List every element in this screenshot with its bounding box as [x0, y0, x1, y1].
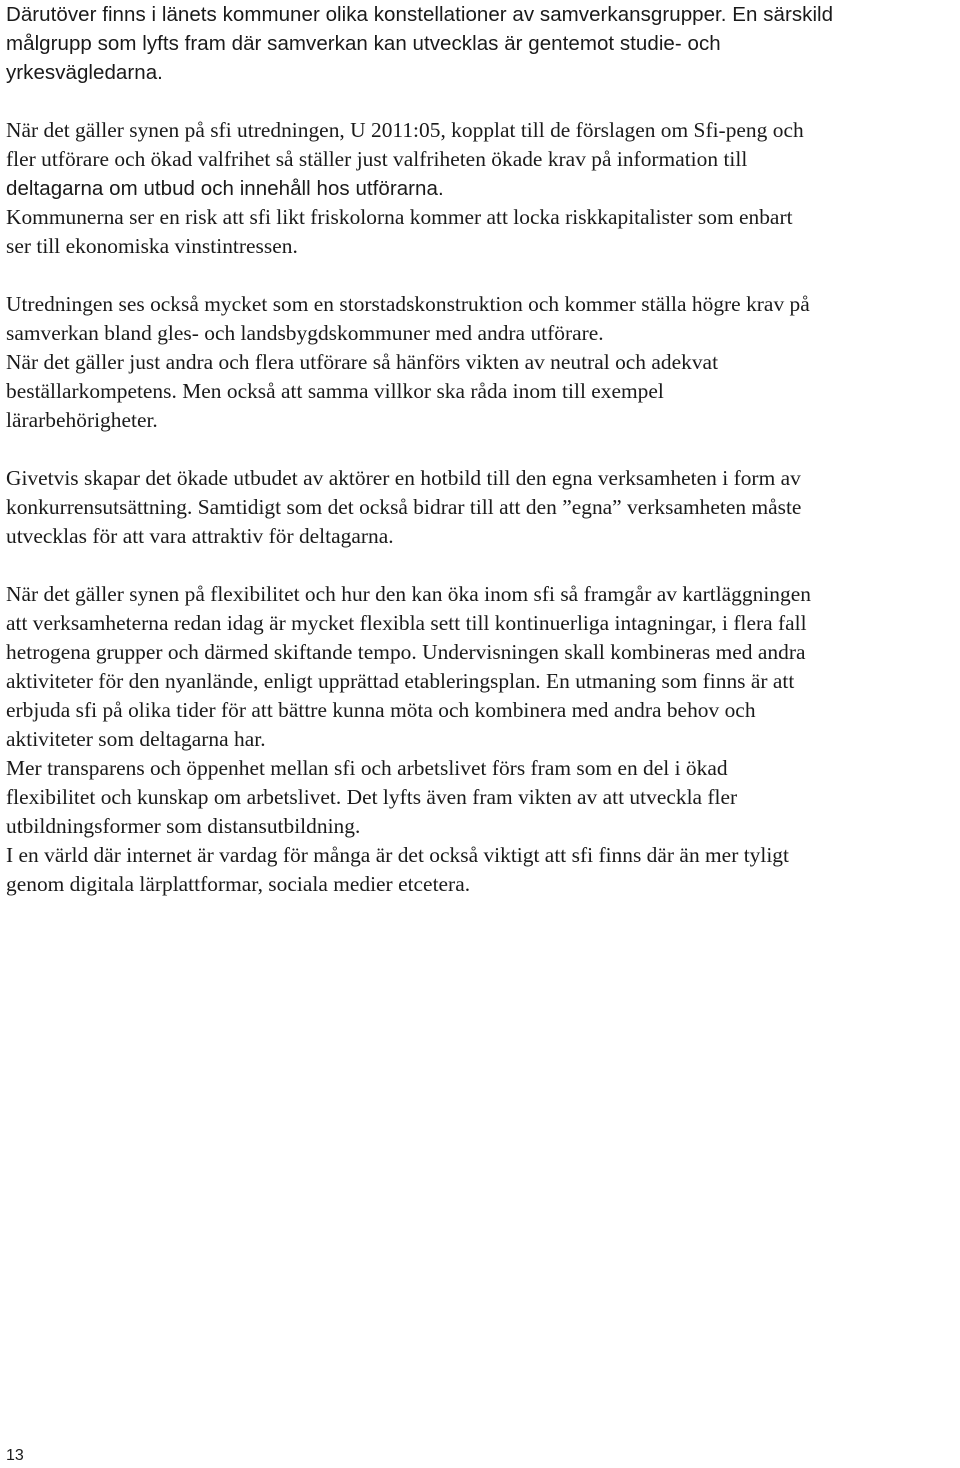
paragraph-samverkan [6, 0, 958, 87]
text-line: målgrupp som lyfts fram där samverkan kan utvecklas är gentemot studie- och [6, 32, 721, 55]
text-line: fler utförare och ökad valfrihet så ställer just valfriheten ökade krav på information till [6, 147, 748, 171]
text-line: Därutöver finns i länets kommuner olika konstellationer av samverkansgrupper. En särskild [6, 3, 834, 26]
paragraph-konkurrens [6, 464, 958, 551]
text-line: När det gäller just andra och flera utförare så hänförs vikten av neutral och adekvat [6, 350, 719, 374]
text-line: Mer transparens och öppenhet mellan sfi och arbetslivet förs fram som en del i ökad [6, 756, 728, 780]
paragraph-gap [6, 87, 958, 116]
paragraph-storstadskonstruktion [6, 290, 958, 435]
paragraph-gap [6, 551, 958, 580]
text-line: I en värld där internet är vardag för många är det också viktigt att sfi finns där än mer tyligt [6, 843, 789, 867]
text-line: yrkesvägledarna. [6, 61, 163, 84]
paragraph-sfi-utredningen [6, 116, 958, 261]
text-line: lärarbehörigheter. [6, 408, 158, 432]
text-line: deltagarna om utbud och innehåll hos utförarna. [6, 177, 444, 200]
text-line: Utredningen ses också mycket som en storstadskonstruktion och kommer ställa högre krav på [6, 292, 810, 316]
text-line: ser till ekonomiska vinstintressen. [6, 234, 298, 258]
text-line: flexibilitet och kunskap om arbetslivet. Det lyfts även fram vikten av att utveckla fler [6, 785, 738, 809]
text-line: aktiviteter som deltagarna har. [6, 727, 266, 751]
text-line: att verksamheterna redan idag är mycket flexibla sett till kontinuerliga intagningar, i flera fall [6, 611, 807, 635]
text-line: erbjuda sfi på olika tider för att bättre kunna möta och kombinera med andra behov och [6, 698, 756, 722]
text-line: beställarkompetens. Men också att samma villkor ska råda inom till exempel [6, 379, 664, 403]
text-line: aktiviteter för den nyanlände, enligt upprättad etableringsplan. En utmaning som finns är att [6, 669, 795, 693]
page-number: 13 [6, 1447, 24, 1464]
paragraph-gap [6, 261, 958, 290]
text-line: utbildningsformer som distansutbildning. [6, 814, 361, 838]
text-line: genom digitala lärplattformar, sociala medier etcetera. [6, 872, 471, 896]
text-line: hetrogena grupper och därmed skiftande tempo. Undervisningen skall kombineras med andra [6, 640, 806, 664]
document-page [6, 0, 958, 899]
text-line: När det gäller synen på flexibilitet och hur den kan öka inom sfi så framgår av kartläggningen [6, 582, 811, 606]
paragraph-gap [6, 435, 958, 464]
text-line: utvecklas för att vara attraktiv för deltagarna. [6, 524, 394, 548]
text-line: När det gäller synen på sfi utredningen, U 2011:05, kopplat till de förslagen om Sfi-peng och [6, 118, 804, 142]
text-line: Kommunerna ser en risk att sfi likt friskolorna kommer att locka riskkapitalister som enbart [6, 205, 793, 229]
paragraph-flexibilitet [6, 580, 958, 899]
text-line: Givetvis skapar det ökade utbudet av aktörer en hotbild till den egna verksamheten i form av [6, 466, 801, 490]
text-line: samverkan bland gles- och landsbygdskommuner med andra utförare. [6, 321, 604, 345]
text-line: konkurrensutsättning. Samtidigt som det också bidrar till att den ”egna” verksamheten måste [6, 495, 802, 519]
